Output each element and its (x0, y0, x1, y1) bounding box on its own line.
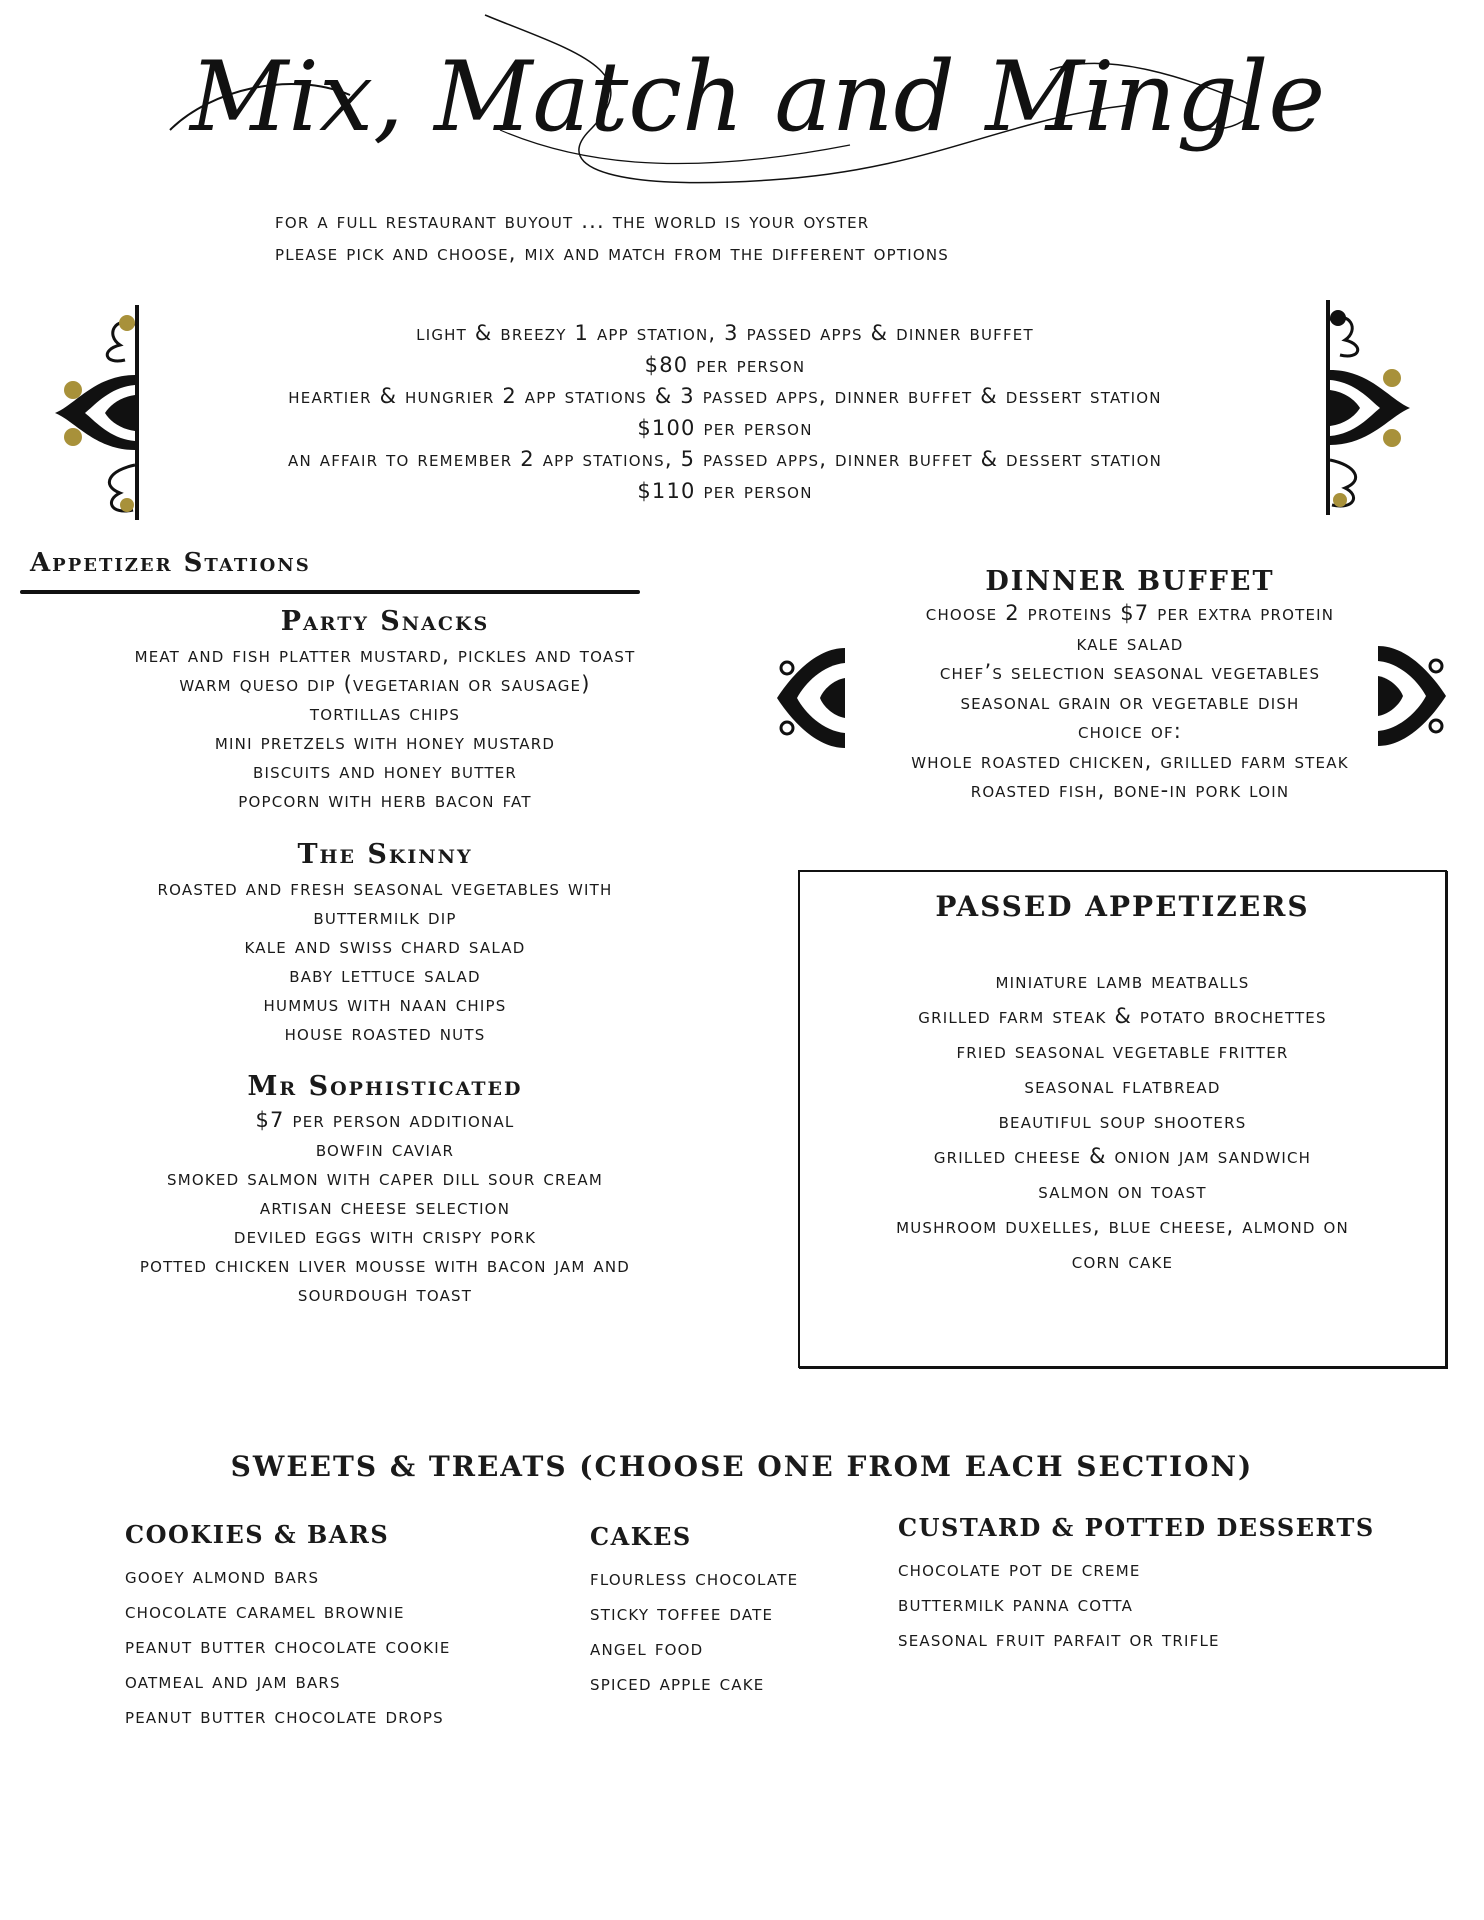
list-item: tortillas chips (309, 701, 461, 725)
list-item: chocolate pot de creme (898, 1557, 1141, 1581)
package-line: an affair to remember 2 app stations, 5 passed apps, dinner buffet & dessert station (288, 447, 1162, 471)
dinner-buffet-section (820, 565, 1440, 806)
list-item: biscuits and honey butter (252, 759, 518, 783)
intro-line: please pick and choose, mix and match from the different options (275, 241, 949, 265)
list-item: kale salad (1076, 630, 1184, 655)
cakes-section (590, 1519, 798, 1701)
list-item: angel food (590, 1636, 704, 1660)
list-item: fried seasonal vegetable fritter (956, 1039, 1289, 1063)
list-item: seasonal grain or vegetable dish (960, 689, 1300, 714)
list-item: flourless chocolate (590, 1566, 799, 1590)
passed-appetizers-title: PASSED APPETIZERS (935, 890, 1310, 923)
list-item: chef’s selection seasonal vegetables (939, 660, 1321, 684)
list-item: buttermilk dip (313, 905, 457, 929)
list-item: smoked salmon with caper dill sour cream (167, 1166, 603, 1190)
list-item: mini pretzels with honey mustard (214, 730, 556, 754)
cookies-bars-section (125, 1517, 451, 1734)
passed-appetizers-box (798, 870, 1447, 1368)
list-item: bowfin caviar (315, 1137, 455, 1161)
skinny-title: The Skinny (297, 839, 473, 870)
list-item: choose 2 proteins $7 per extra protein (925, 601, 1335, 625)
cakes-title: CAKES (590, 1522, 692, 1551)
ornament-right-icon (1310, 300, 1410, 519)
package-price: $100 per person (637, 415, 813, 440)
list-item: oatmeal and jam bars (125, 1669, 341, 1693)
list-item: meat and fish platter mustard, pickles and toast (134, 643, 636, 667)
list-item: grilled farm steak & potato brochettes (918, 1004, 1327, 1028)
list-item: artisan cheese selection (259, 1195, 511, 1219)
list-item: seasonal flatbread (1024, 1074, 1221, 1098)
party-snacks-section (50, 605, 720, 815)
title-text: Mix, Match and Mingle (190, 41, 1326, 153)
list-item: whole roasted chicken, grilled farm steak (911, 748, 1349, 773)
list-item: buttermilk panna cotta (898, 1592, 1134, 1616)
list-item: choice of: (1077, 719, 1183, 743)
list-item: miniature lamb meatballs (995, 969, 1250, 993)
list-item: potted chicken liver mousse with bacon jam and (139, 1253, 631, 1277)
list-item: chocolate caramel brownie (125, 1599, 405, 1623)
packages (150, 318, 1300, 507)
list-item: spiced apple cake (590, 1671, 765, 1695)
title-flourish (150, 10, 1390, 210)
list-item: baby lettuce salad (289, 963, 481, 987)
package-price: $110 per person (637, 478, 813, 503)
dinner-buffet-title: DINNER BUFFET (985, 566, 1275, 597)
list-item: $7 per person additional (255, 1108, 515, 1132)
appetizer-stations-rule (20, 590, 640, 594)
custard-potted-section (898, 1510, 1375, 1657)
sweets-title: SWEETS & TREATS (CHOOSE ONE FROM EACH SECTION) (230, 1450, 1254, 1483)
list-item: roasted fish, bone-in pork loin (970, 778, 1290, 802)
menu-title (150, 10, 1390, 210)
list-item: grilled cheese & onion jam sandwich (933, 1144, 1312, 1168)
list-item: deviled eggs with crispy pork (233, 1224, 537, 1248)
party-snacks-title: Party Snacks (280, 606, 490, 637)
package-line: light & breezy 1 app station, 3 passed apps & dinner buffet (416, 321, 1034, 345)
passed-appetizers-list (800, 964, 1445, 1279)
package-price: $80 per person (644, 352, 806, 377)
list-item: gooey almond bars (125, 1564, 320, 1588)
list-item: house roasted nuts (284, 1021, 486, 1045)
list-item: salmon on toast (1038, 1179, 1207, 1203)
list-item: sourdough toast (297, 1282, 473, 1306)
package-line: heartier & hungrier 2 app stations & 3 passed apps, dinner buffet & dessert station (288, 384, 1162, 408)
list-item: mushroom duxelles, blue cheese, almond on (896, 1214, 1349, 1238)
list-item: beautiful soup shooters (998, 1109, 1247, 1133)
intro-line: for a full restaurant buyout ... the world is your oyster (275, 209, 870, 233)
list-item: kale and swiss chard salad (244, 934, 526, 958)
appetizer-stations-heading: Appetizer Stations (30, 548, 311, 578)
list-item: warm queso dip (vegetarian or sausage) (179, 672, 591, 696)
mr-sophisticated-section (50, 1070, 720, 1309)
skinny-section (50, 838, 720, 1048)
ornament-left-icon (55, 305, 155, 524)
list-item: peanut butter chocolate cookie (125, 1634, 451, 1658)
mr-sophisticated-title: Mr Sophisticated (247, 1071, 523, 1102)
cookies-bars-title: COOKIES & BARS (125, 1520, 390, 1549)
intro (275, 205, 949, 269)
list-item: roasted and fresh seasonal vegetables with (157, 876, 613, 900)
list-item: hummus with naan chips (263, 992, 507, 1016)
list-item: seasonal fruit parfait or trifle (898, 1627, 1220, 1651)
list-item: peanut butter chocolate drops (125, 1704, 444, 1728)
list-item: corn cake (1071, 1249, 1174, 1273)
list-item: sticky toffee date (590, 1601, 774, 1625)
custard-potted-title: CUSTARD & POTTED DESSERTS (898, 1513, 1375, 1542)
list-item: popcorn with herb bacon fat (238, 788, 532, 812)
